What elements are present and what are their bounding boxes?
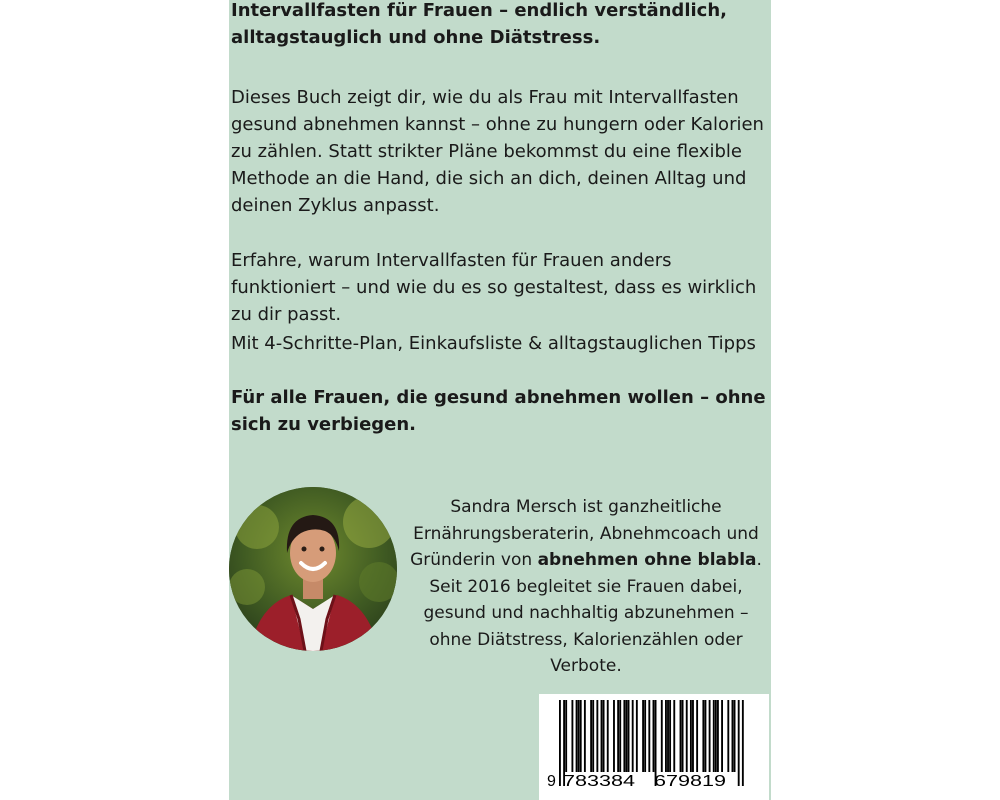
barcode-bar [632,700,634,772]
barcode-bar [702,700,704,772]
barcode-bar [628,700,630,772]
barcode-bar [669,700,671,772]
barcode-bar [607,700,609,772]
features-line: Mit 4-Schritte-Plan, Einkaufsliste & alltagstauglichen Tipps [231,333,756,354]
author-photo [229,487,397,651]
isbn-barcode [539,694,769,800]
barcode-bar [717,700,719,772]
barcode-bar [705,700,707,772]
barcode-bar [565,700,567,772]
barcode-bar [576,700,578,772]
barcode-bar [721,700,723,772]
author-bio-text: Sandra Mersch ist ganzheitliche Ernährungsberaterin, Abnehmcoach und Gründerin von [410,497,759,570]
barcode-digit-first: 9 [547,773,556,790]
barcode-bar [613,700,615,772]
barcode-bar [601,700,603,772]
back-cover [229,0,771,800]
barcode-bar [592,700,594,772]
barcode-bar [596,700,598,772]
barcode-bar [636,700,638,772]
barcode-bar [742,700,744,786]
barcode-bar [648,700,650,772]
barcode-bar [619,700,621,772]
barcode-bar [590,700,592,772]
headline: Intervallfasten für Frauen – endlich verständlich, alltagstauglich und ohne Diätstress. [231,0,727,48]
author-brand: abnehmen ohne blabla [537,550,757,570]
barcode-bar [571,700,573,772]
barcode-digits-left: 783384 [563,773,636,790]
barcode-bar [732,700,734,772]
barcode-bar [661,700,663,772]
barcode-bar [690,700,692,772]
barcode-bar [578,700,580,772]
barcode-bar [665,700,667,772]
intro-paragraph: Dieses Buch zeigt dir, wie du als Frau mit Intervallfasten gesund abnehmen kannst – ohne zu hungern oder Kalorien zu zählen. Statt strikter Pläne bekommst du eine flexible Methode an die Hand, die sich an dich, deinen Alltag und deinen Zyklus anpasst. [231,87,764,216]
barcode-bar [727,700,729,772]
barcode-bar [559,700,561,786]
barcode-bar [644,700,646,772]
barcode-bar [738,700,740,786]
barcode-bar [680,700,682,772]
barcode-bar [686,700,688,772]
barcode-bar [734,700,736,772]
barcode-bar [623,700,625,772]
closing-statement: Für alle Frauen, die gesund abnehmen wollen – ohne sich zu verbiegen. [231,387,766,435]
difference-paragraph: Erfahre, warum Intervallfasten für Frauen anders funktioniert – und wie du es so gestaltest, dass es wirklich zu dir passt. [231,250,757,325]
barcode-bar [603,700,605,772]
barcode-bar [667,700,669,772]
barcode-bar [713,700,715,772]
barcode-bar [653,700,655,772]
barcode-bar [642,700,644,772]
barcode-bar [696,700,698,772]
barcode-bar [617,700,619,772]
barcode-bar [584,700,586,772]
barcode-bar [580,700,582,772]
barcode-bar [692,700,694,772]
barcode-bar [709,700,711,772]
barcode-bar [715,700,717,772]
barcode-bar [682,700,684,772]
author-bio [405,494,767,680]
barcode-bar [673,700,675,772]
barcode-digits-right: 679819 [654,773,727,790]
author-bio-text-end: . Seit 2016 begleitet sie Frauen dabei, gesund und nachhaltig abzunehmen – ohne Diätstress, Kalorienzählen oder Verbote. [423,550,762,676]
barcode-bar [626,700,628,772]
